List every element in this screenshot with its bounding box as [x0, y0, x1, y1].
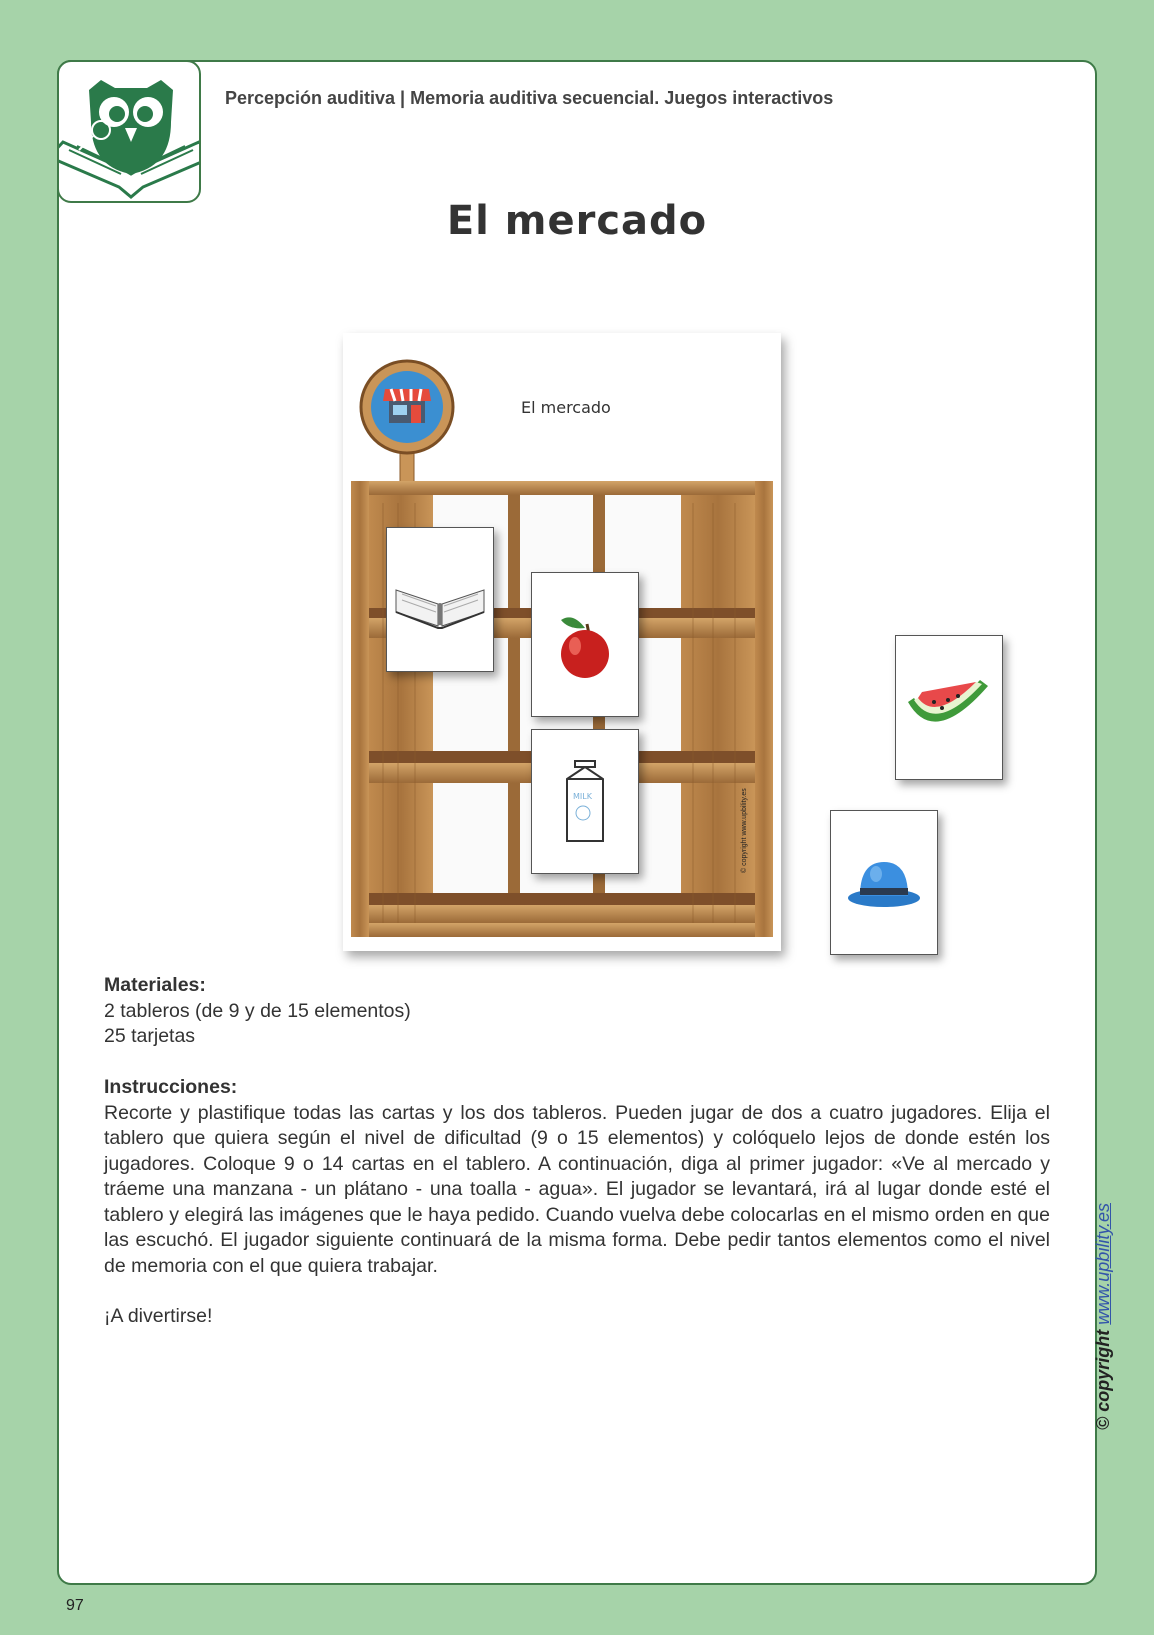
board-side-text: © copyright www.upbility.es: [741, 788, 748, 873]
owl-book-icon: [59, 62, 201, 203]
watermelon-icon: [904, 678, 994, 738]
milk-carton-icon: [557, 759, 613, 845]
instructions-text: Recorte y plastifique todas las cartas y los dos tableros. Pueden jugar de dos a cuatro jugadores. Elija el tablero que quiera según el nivel de dificultad (9 o 15 elementos) y colóquelo lejos de donde estén los jugadores. Coloque 9 o 14 cartas en el tablero. A continuación, diga al primer jugador: «Ve al mercado y tráeme una manzana - un plátano - una toalla - agua». El jugador se levantará, irá al lugar donde esté el tablero y elegirá las imágenes que le haya pedido. Cuando vuelva debe colocarlas en el mismo orden en que las escuchó. El jugador siguiente continuará de la misma forma. Debe pedir tantos elementos como el nivel de memoria con el que quiera trabajar.: [104, 1101, 1050, 1277]
hat-icon: [844, 856, 924, 910]
materials-heading: Materiales:: [104, 974, 206, 996]
instructions-section: [104, 1075, 1050, 1330]
page-number: 97: [66, 1597, 84, 1614]
card-book: [386, 527, 494, 672]
materials-line: 2 tableros (de 9 y de 15 elementos): [104, 999, 411, 1022]
card-milk: [531, 729, 639, 874]
copyright-link[interactable]: www.upbility.es: [1093, 1203, 1113, 1325]
closing-text: ¡A divertirse!: [104, 1305, 213, 1327]
materials-line: 25 tarjetas: [104, 1025, 196, 1047]
store-icon: [383, 389, 431, 423]
card-watermelon: [895, 635, 1003, 780]
board-title: El mercado: [521, 398, 611, 417]
apple-icon: [555, 608, 615, 682]
card-apple: [531, 572, 639, 717]
copyright-notice: [1093, 1203, 1114, 1430]
copyright-prefix: © copyright: [1093, 1329, 1113, 1430]
instructions-heading: Instrucciones:: [104, 1076, 238, 1098]
svg-text:MILK: MILK: [573, 791, 592, 801]
materials-section: [104, 973, 1050, 1050]
header-title: Percepción auditiva | Memoria auditiva secuencial. Juegos interactivos: [225, 88, 834, 108]
page-title: El mercado: [446, 198, 708, 244]
owl-logo: [57, 60, 201, 203]
card-hat: [830, 810, 938, 955]
book-icon: [392, 570, 488, 630]
